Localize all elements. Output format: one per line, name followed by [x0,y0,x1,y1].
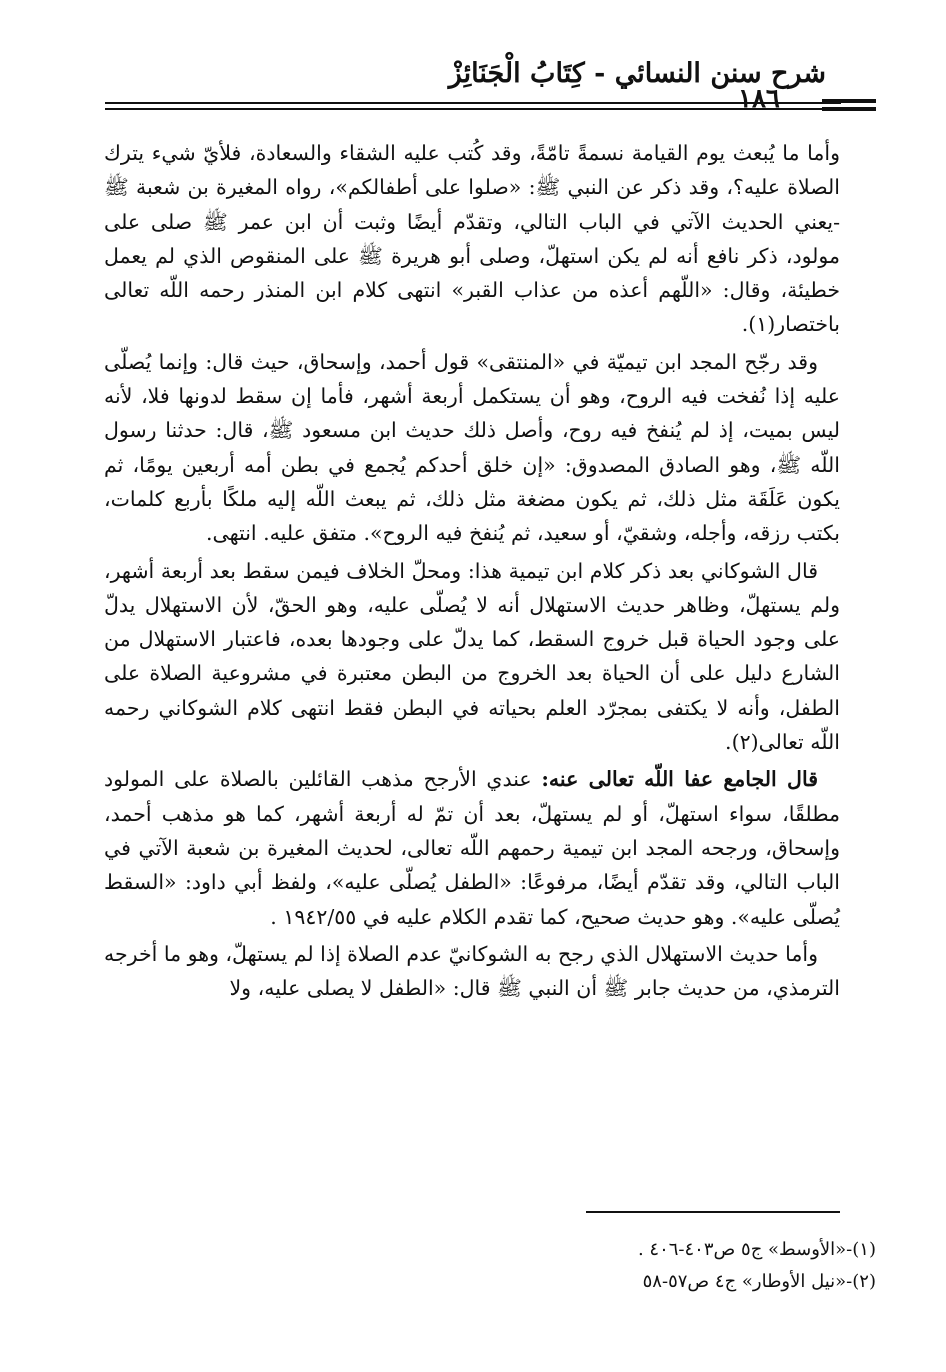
footnotes [300,1234,876,1298]
header-rule-ornament-top [822,99,876,103]
header-rule-bottom [105,108,841,110]
paragraph-majd-ibn-taymiyya: وقد رجّح المجد ابن تيميّة في «المنتقى» قول أحمد، وإسحاق، حيث قال: وإنما يُصلّى عليه إذا نُفخت فيه الروح، وهو أن يستكمل أربعة أشهر، فأما إن سقط لدونها فلا، لأنه ليس بميت، إذ لم يُنفخ فيه روح، وأصل ذلك حديث ابن مسعود ﷺ، قال: حدثنا رسول اللّه ﷺ، وهو الصادق المصدوق: «إن خلق أحدكم يُجمع في بطن أمه أربعين يومًا، ثم يكون عَلَقَة مثل ذلك، ثم يكون مضغة مثل ذلك، ثم يبعث اللّه إليه ملكًا بأربع كلمات، بكتب رزقه، وأجله، وشقيّ، أو سعيد، ثم يُنفخ فيه الروح». متفق عليه. انتهى. [104,349,840,546]
footnote-divider [586,1211,840,1213]
header-rule-top [105,102,841,104]
paragraph-shawkani: قال الشوكاني بعد ذكر كلام ابن تيمية هذا: ومحلّ الخلاف فيمن سقط بعد أربعة أشهر، ولم يستهلّ، وظاهر حديث الاستهلال أنه لا يُصلّى عليه، وهو الحقّ، لأن الاستهلال يدلّ على وجود الحياة قبل خروج السقط، كما يدلّ على وجودها بعده، فاعتبار الاستهلال من الشارع دليل على أن الحياة بعد الخروج من البطن معتبرة في مشروعية الصلاة على الطفل، وأنه لا يكتفى بمجرّد العلم بحياته في البطن فقط انتهى كلام الشوكاني رحمه اللّه تعالى(٢). [104,558,840,755]
paragraph-ibn-mundhir: وأما ما يُبعث يوم القيامة نسمةً تامّةً، وقد كُتب عليه الشقاء والسعادة، فلأيّ شيء يترك الصلاة عليه؟، وقد ذكر عن النبي ﷺ: «صلوا على أطفالكم»، رواه المغيرة بن شعبة ﷺ -يعني الحديث الآتي في الباب التالي، وتقدّم أيضًا وثبت أن ابن عمر ﷺ صلى على مولود، ذكر نافع أنه لم يكن استهلّ، وصلى أبو هريرة ﷺ على المنقوص الذي لم يعمل خطيئة، وقال: «اللّهم أعذه من عذاب القبر» انتهى كلام ابن المنذر رحمه اللّه تعالى باختصار(١). [104,141,840,337]
jami-lead: قال الجامع عفا اللّه تعالى عنه: [541,767,818,792]
page-header [0,0,946,130]
header-rule-ornament-bottom [822,107,876,111]
footnote-1: (١)-«الأوسط» ج٥ ص٤٠٣-٤٠٦ . [637,1239,876,1260]
paragraph-jami [104,762,840,933]
footnote-2: (٢)-«نيل الأوطار» ج٤ ص٥٧-٥٨ [642,1271,876,1292]
running-title: شرح سنن النسائي - كِتَابُ الْجَنَائِزْ [448,58,826,89]
paragraph-istihlal-hadith: وأما حديث الاستهلال الذي رجح به الشوكانيّ عدم الصلاة إذا لم يستهلّ، وهو ما أخرجه الترمذي، من حديث جابر ﷺ أن النبي ﷺ قال: «الطفل لا يصلى عليه، ولا [104,941,840,1001]
main-text [104,136,840,1008]
jami-text: عندي الأرجح مذهب القائلين بالصلاة على المولود مطلقًا، سواء استهلّ، أو لم يستهلّ، بعد أن تمّ له أربعة أشهر، كما هو مذهب أحمد، وإسحاق، ورجحه المجد ابن تيمية رحمهم اللّه تعالى، لحديث المغيرة بن شعبة الآتي في الباب التالي، وقد تقدّم أيضًا، مرفوعًا: «الطفل يُصلّى عليه»، ولفظ أبي داود: «السقط يُصلّى عليه». وهو حديث صحيح، كما تقدم الكلام عليه في ١٩٤٢/٥٥ . [104,767,840,929]
page-number: ١٨٦ [738,84,780,114]
